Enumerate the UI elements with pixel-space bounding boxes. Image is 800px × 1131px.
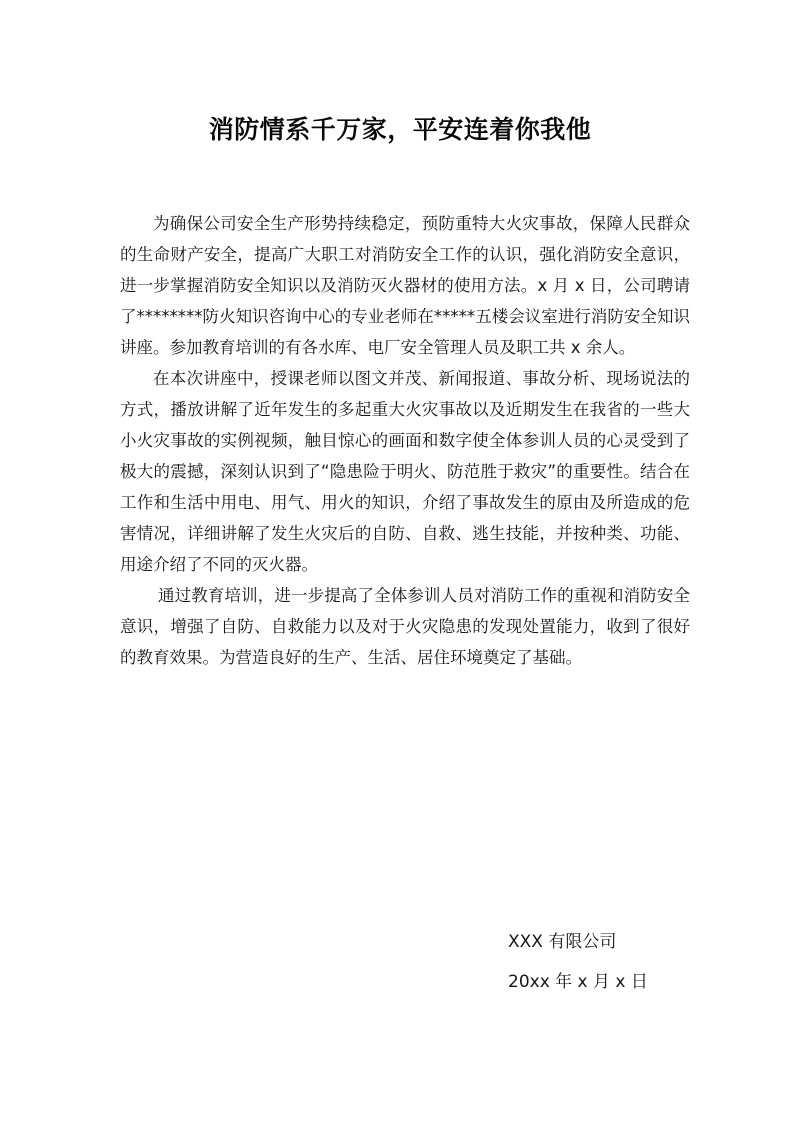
- signature-date: 20xx 年 x 月 x 日: [508, 972, 648, 992]
- signature-company: XXX 有限公司: [508, 932, 617, 952]
- paragraph-2: 在本次讲座中，授课老师以图文并茂、新闻报道、事故分析、现场说法的方式，播放讲解了近年发生的多起重大火灾事故以及近期发生在我省的一些大小火灾事故的实例视频，触目惊心的画面和数字使全体参训人员的心灵受到了极大的震撼，深刻认识到了“隐患险于明火、防范胜于救灾”的重要性。结合在工作和生活中用电、用气、用火的知识，介绍了事故发生的原由及所造成的危害情况，详细讲解了发生火灾后的自防、自救、逃生技能，并按种类、功能、用途介绍了不同的灭火器。: [120, 369, 690, 574]
- signature-block: [508, 922, 648, 1002]
- paragraph-3: 通过教育培训，进一步提高了全体参训人员对消防工作的重视和消防安全意识，增强了自防、自救能力以及对于火灾隐患的发现处置能力，收到了很好的教育效果。为营造良好的生产、生活、居住环境奠定了基础。: [120, 586, 690, 667]
- paragraph-1: 为确保公司安全生产形势持续稳定，预防重特大火灾事故，保障人民群众的生命财产安全，提高广大职工对消防安全工作的认识，强化消防安全意识，进一步掌握消防安全知识以及消防灭火器材的使用方法。x 月 x 日，公司聘请了********防火知识咨询中心的专业老师在*****五楼会议室进行消防安全知识讲座。参加教育培训的有各水库、电厂安全管理人员及职工共 x 余人。: [120, 214, 690, 357]
- document-body: [120, 208, 690, 673]
- document-title: 消防情系千万家，平安连着你我他: [208, 115, 592, 144]
